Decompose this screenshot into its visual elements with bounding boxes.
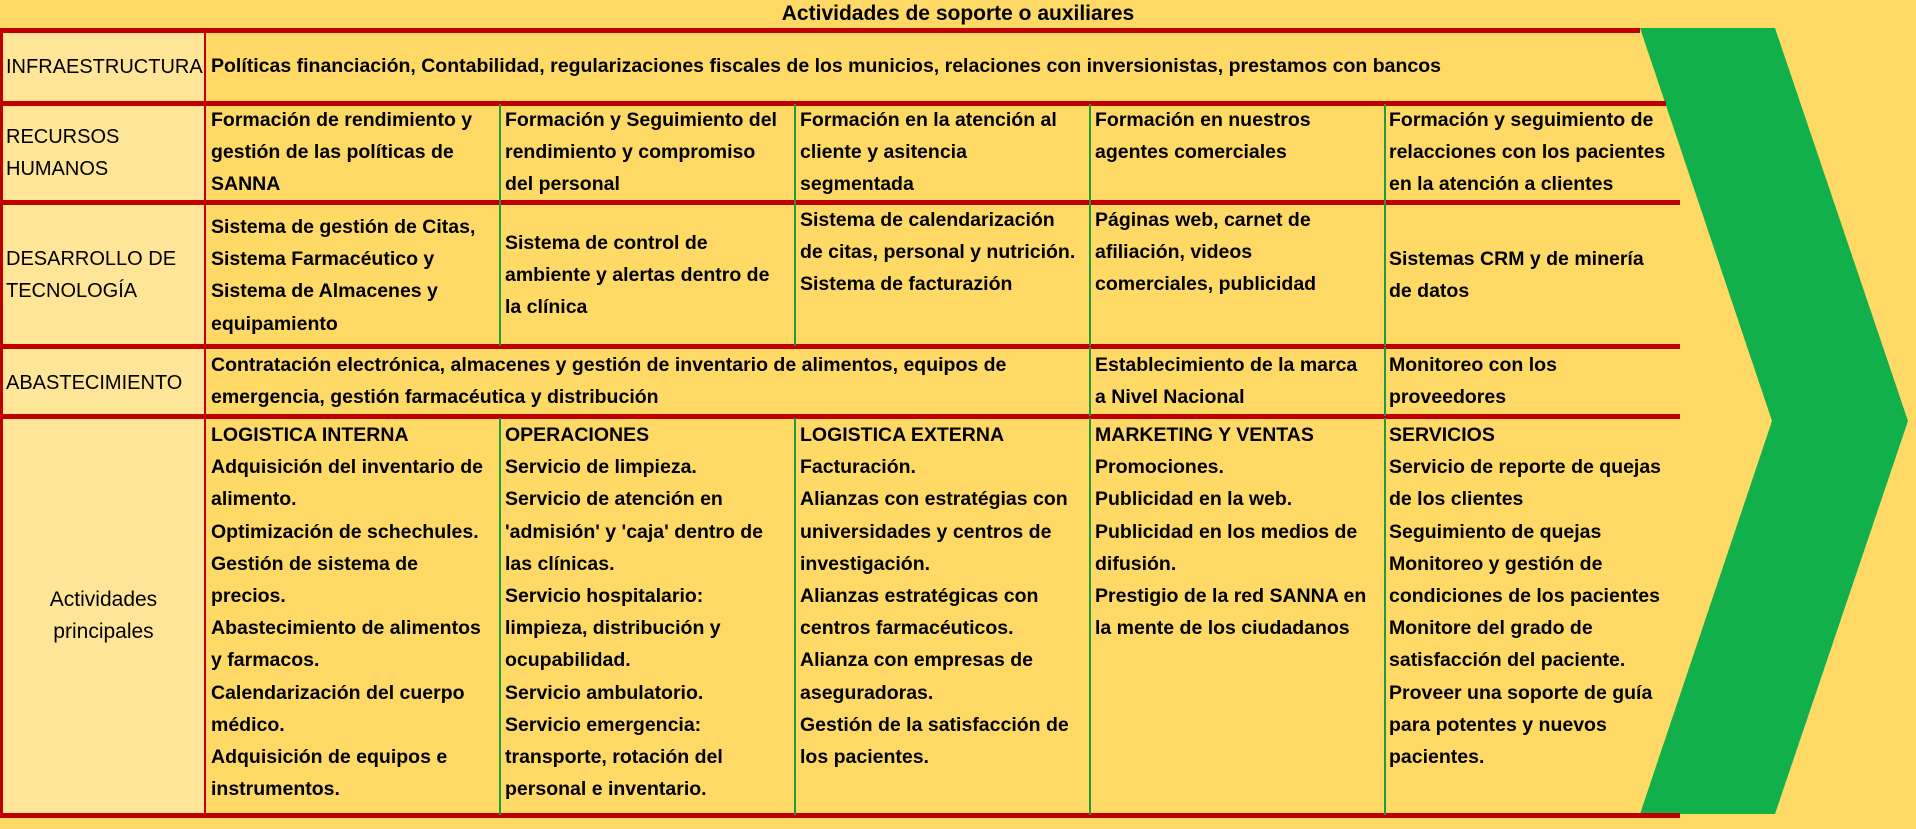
page-title: Actividades de soporte o auxiliares [781,2,1135,25]
dt-cell-1: Sistema de gestión de Citas, Sistema Farmacéutico y Sistema de Almacenes y equipamiento [211,216,476,335]
row-label-infraestructura: INFRAESTRUCTURA [6,56,203,78]
abastecimiento-proveedores: Monitoreo con los proveedores [1389,354,1557,409]
left-border [0,28,3,818]
principal-logistica-interna: LOGISTICA INTERNA Adquisición del inventario de alimento. Optimización de schechules. Gestión de sistema de precios. Abastecimiento de alimentos y farmacos. Calendarización del cuerpo médico. Adquisición de equipos e instrumentos. [211,424,483,801]
column-divider [1089,347,1091,416]
dt-cell-5: Sistemas CRM y de minería de datos [1389,248,1644,303]
row-label-abastecimiento: ABASTECIMIENTO [6,372,183,394]
principal-marketing-ventas: MARKETING Y VENTAS Promociones. Publicidad en la web. Publicidad en los medios de difusión. Prestigio de la red SANNA en la mente de los ciudadanos [1095,424,1367,640]
column-divider [1089,418,1091,815]
dt-cell-4: Páginas web, carnet de afiliación, videos comerciales, publicidad [1095,209,1317,296]
rh-cell-2: Formación y Seguimiento del rendimiento y compromiso del personal [505,109,777,196]
dt-cell-3: Sistema de calendarización de citas, personal y nutrición. Sistema de facturazión [800,209,1076,296]
abastecimiento-main: Contratación electrónica, almacenes y gestión de inventario de alimentos, equipos de emergencia, gestión farmacéutica y distribución [211,354,1007,409]
column-divider [794,104,796,346]
rh-cell-1: Formación de rendimiento y gestión de las políticas de SANNA [211,109,473,196]
rh-cell-4: Formación en nuestros agentes comerciales [1095,109,1311,164]
column-divider [1384,104,1386,346]
infraestructura-content: Políticas financiación, Contabilidad, regularizaciones fiscales de los municios, relaciones con inversionistas, prestamos con bancos [211,55,1441,77]
principal-logistica-externa: LOGISTICA EXTERNA Facturación. Alianzas con estratégias con universidades y centros de investigación. Alianzas estratégicas con centros farmacéuticos. Alianza con empresas de aseguradoras. Gestión de la satisfacción de los pacientes. [800,424,1069,769]
column-divider [1384,347,1386,416]
row-label-desarrollo-tecnologia: DESARROLLO DE TECNOLOGÍA [6,248,177,302]
column-divider [1384,418,1386,815]
column-divider [1089,104,1091,346]
row-divider [0,813,1680,818]
row-divider [0,28,1640,33]
chevron-shape [1640,28,1908,814]
column-divider [794,418,796,815]
abastecimiento-marca: Establecimiento de la marca a Nivel Nacional [1095,354,1358,409]
rh-cell-5: Formación y seguimiento de relacciones con los pacientes en la atención a clientes [1389,109,1666,196]
principal-servicios: SERVICIOS Servicio de reporte de quejas de los clientes Seguimiento de quejas Monitoreo y gestión de condiciones de los pacientes Monitore del grado de satisfacción del paciente. Proveer una soporte de guía para potentes y nuevos pacientes. [1389,424,1662,769]
column-divider [499,104,501,346]
row-label-recursos-humanos: RECURSOS HUMANOS [6,126,120,180]
dt-cell-2: Sistema de control de ambiente y alertas dentro de la clínica [505,232,770,319]
row-label-actividades-principales: Actividades principales [49,588,158,643]
principal-operaciones: OPERACIONES Servicio de limpieza. Servicio de atención en 'admisión' y 'caja' dentro de las clínicas. Servicio hospitalario: limpieza, distribución y ocupabilidad. Servicio ambulatorio. Servicio emergencia: transporte, rotación del personal e inventario. [505,424,764,801]
column-divider [499,418,501,815]
column-divider [204,30,206,815]
rh-cell-3: Formación en la atención al cliente y asitencia segmentada [800,109,1057,196]
